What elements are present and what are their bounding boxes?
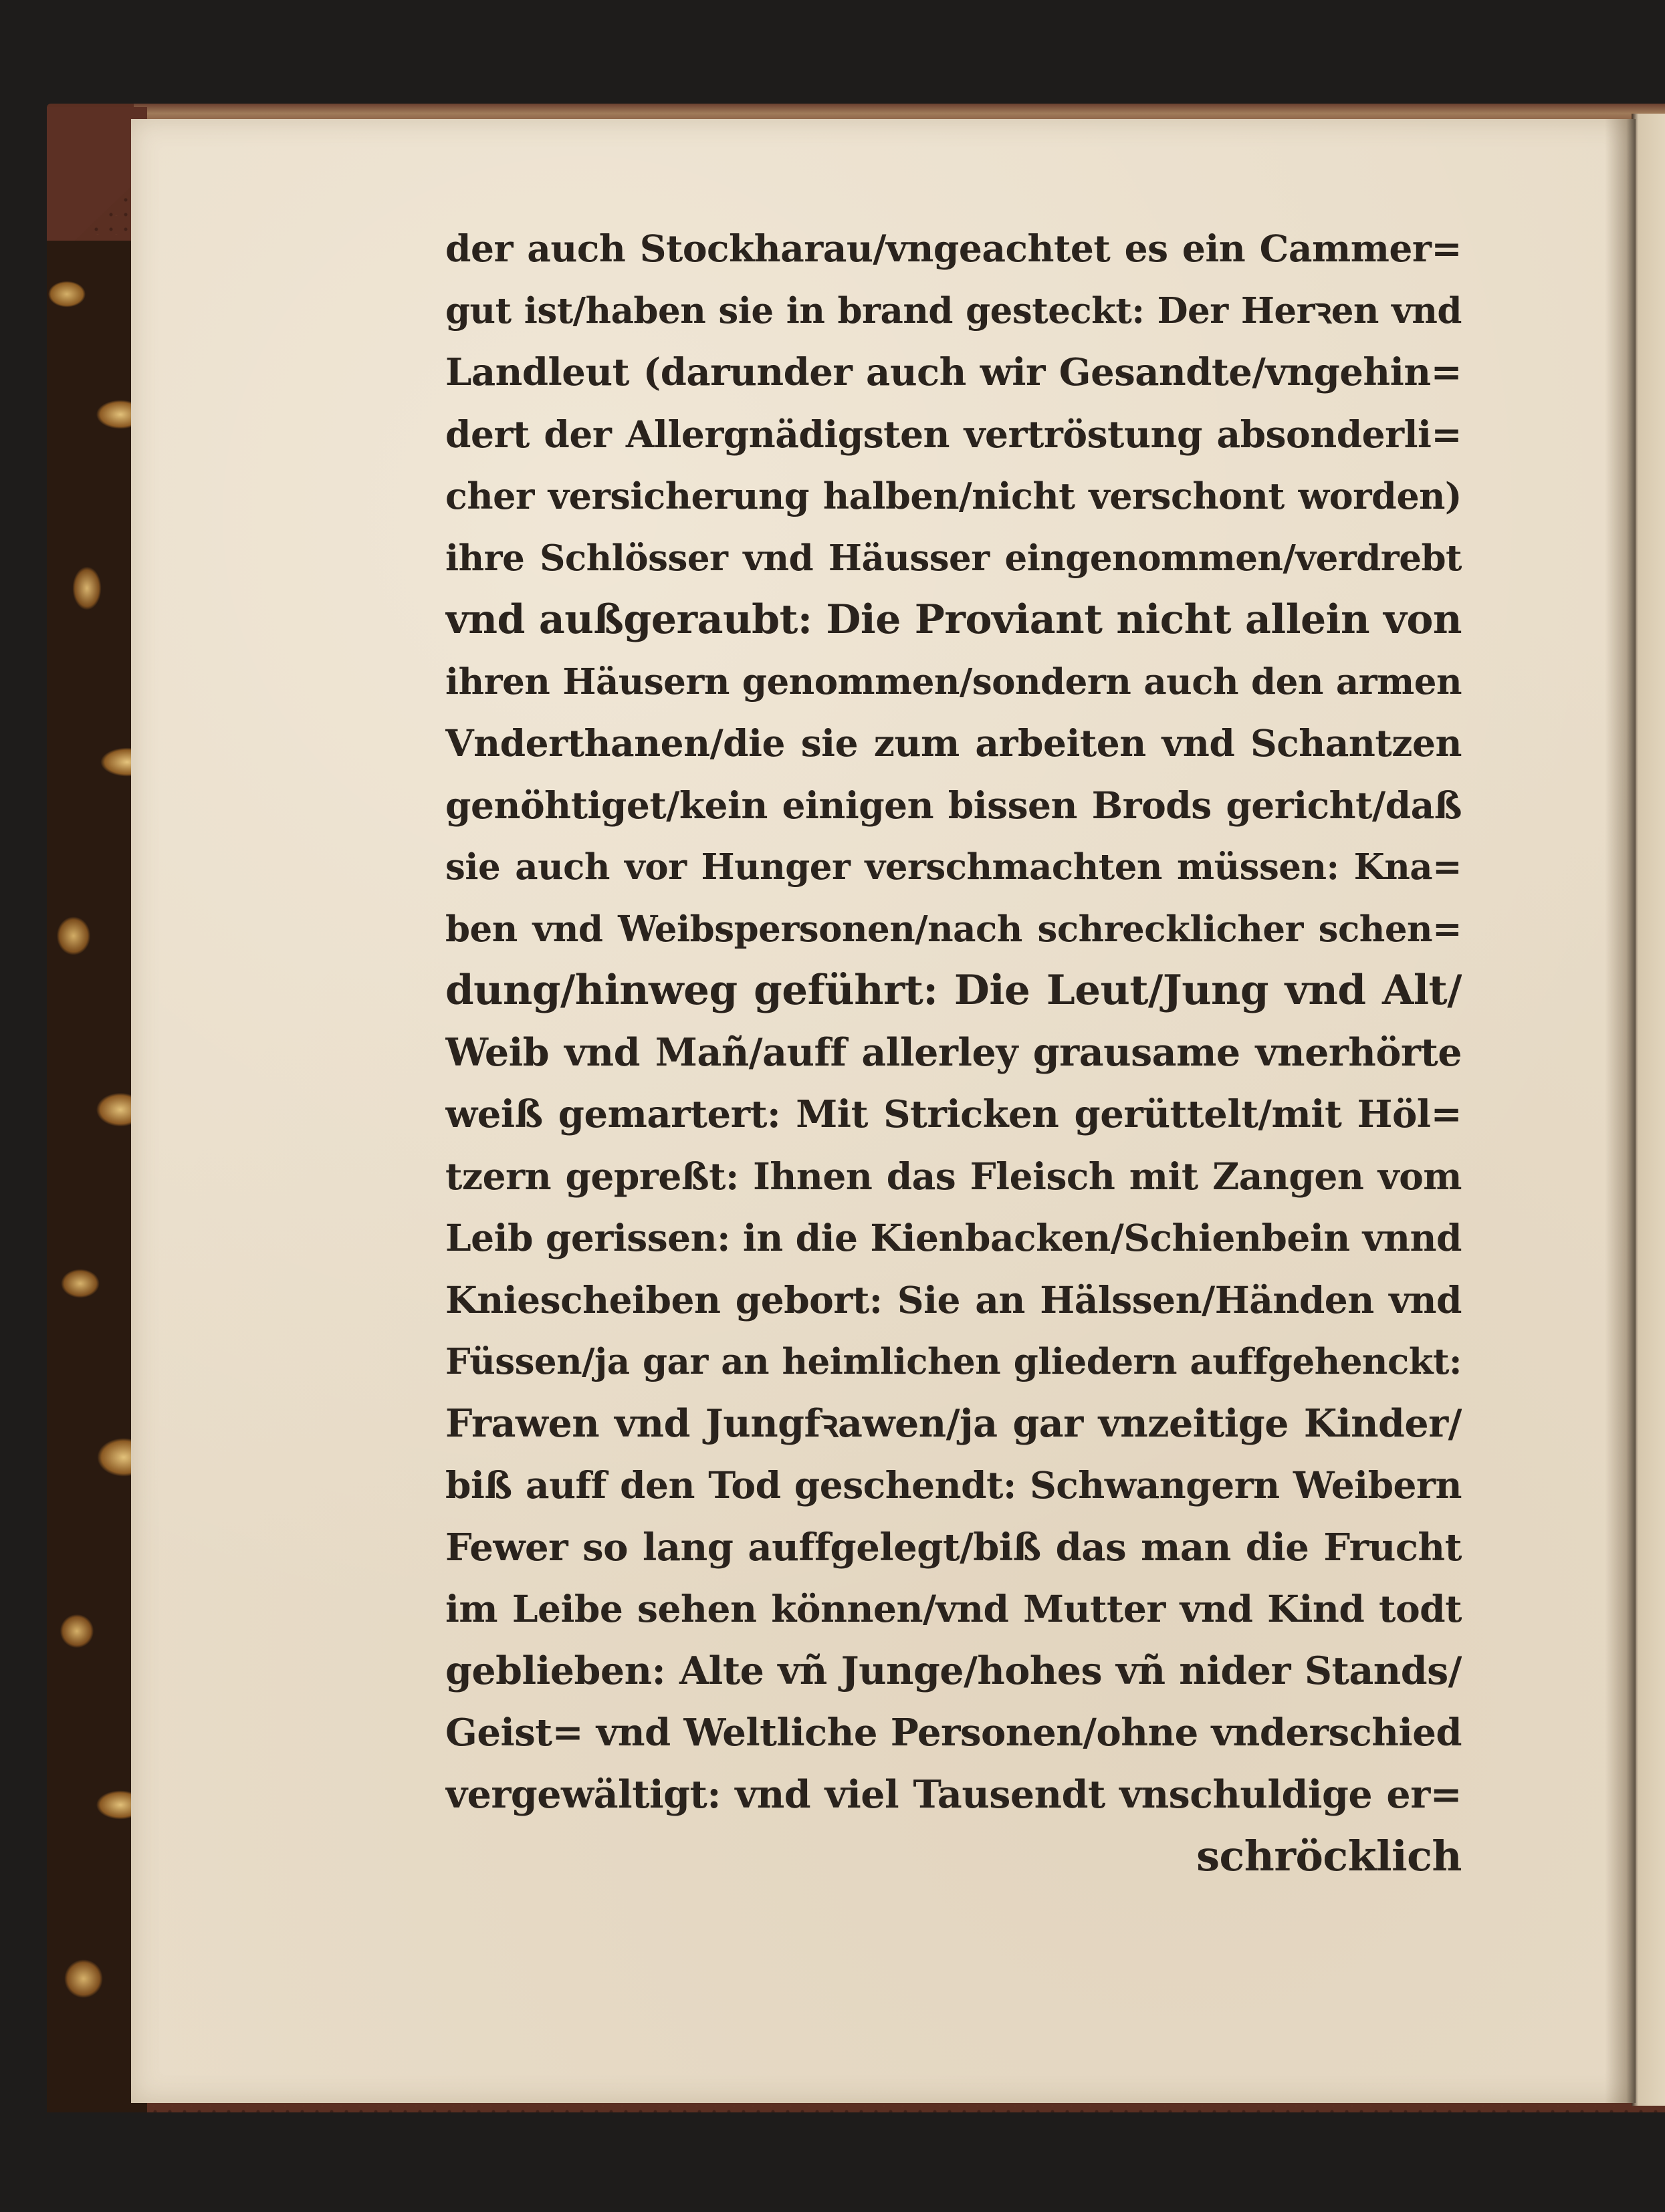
text-line: im Leibe sehen können/vnd Mutter vnd Kind todt <box>445 1587 1462 1630</box>
text-line: vnd außgeraubt: Die Proviant nicht allein von <box>445 596 1462 643</box>
text-line: ben vnd Weibspersonen/nach schrecklicher schen= <box>445 908 1462 950</box>
text-line: dung/hinweg geführt: Die Leut/Jung vnd Alt/ <box>445 967 1462 1014</box>
facing-page-edge <box>1632 114 1665 2106</box>
text-line: biß auff den Tod geschendt: Schwangern Weibern <box>445 1463 1462 1507</box>
catchword: schröcklich <box>1196 1832 1462 1880</box>
text-line: ihre Schlösser vnd Häusser eingenommen/verdrebt <box>445 537 1462 579</box>
background <box>47 2112 1665 2212</box>
text-line: Vnderthanen/die sie zum arbeiten vnd Schantzen <box>445 721 1462 765</box>
text-line: Weib vnd Mañ/auff allerley grausame vnerhörte <box>445 1029 1462 1075</box>
page-gutter-shadow <box>1605 119 1636 2103</box>
text-line: ihren Häusern genommen/sondern auch den armen <box>445 660 1462 703</box>
text-line: Kniescheiben gebort: Sie an Hälssen/Händen vnd <box>445 1277 1462 1322</box>
text-line: Füssen/ja gar an heimlichen gliedern auffgehenckt: <box>445 1341 1462 1382</box>
text-line: Geist= vnd Weltliche Personen/ohne vnderschied <box>445 1711 1462 1755</box>
text-line: Fewer so lang auffgelegt/biß das man die Frucht <box>445 1525 1462 1570</box>
text-line: weiß gemartert: Mit Stricken gerüttelt/mit Höl= <box>445 1092 1462 1136</box>
text-line: cher versicherung halben/nicht verschont worden) <box>445 475 1462 517</box>
text-line: vergewältigt: vnd viel Tausendt vnschuldige er= <box>445 1771 1462 1817</box>
page-text <box>445 218 1462 1888</box>
text-line: genöhtiget/kein einigen bissen Brods gericht/daß <box>445 783 1462 827</box>
text-line: tzern gepreßt: Ihnen das Fleisch mit Zangen vom <box>445 1154 1462 1198</box>
text-line: dert der Allergnädigsten vertröstung absonderli= <box>445 412 1462 456</box>
text-line: Landleut (darunder auch wir Gesandte/vngehin= <box>445 350 1462 394</box>
text-line: gut ist/haben sie in brand gesteckt: Der Herꝛen vnd <box>445 289 1462 332</box>
text-line: geblieben: Alte vñ Junge/hohes vñ nider Stands/ <box>445 1648 1462 1693</box>
text-line: Leib gerissen: in die Kienbacken/Schienbein vnnd <box>445 1216 1462 1259</box>
text-line: der auch Stockharau/vngeachtet es ein Cammer= <box>445 227 1462 270</box>
text-line: sie auch vor Hunger verschmachten müssen: Kna= <box>445 846 1462 888</box>
text-line: Frawen vnd Jungfꝛawen/ja gar vnzeitige Kinder/ <box>445 1400 1462 1446</box>
